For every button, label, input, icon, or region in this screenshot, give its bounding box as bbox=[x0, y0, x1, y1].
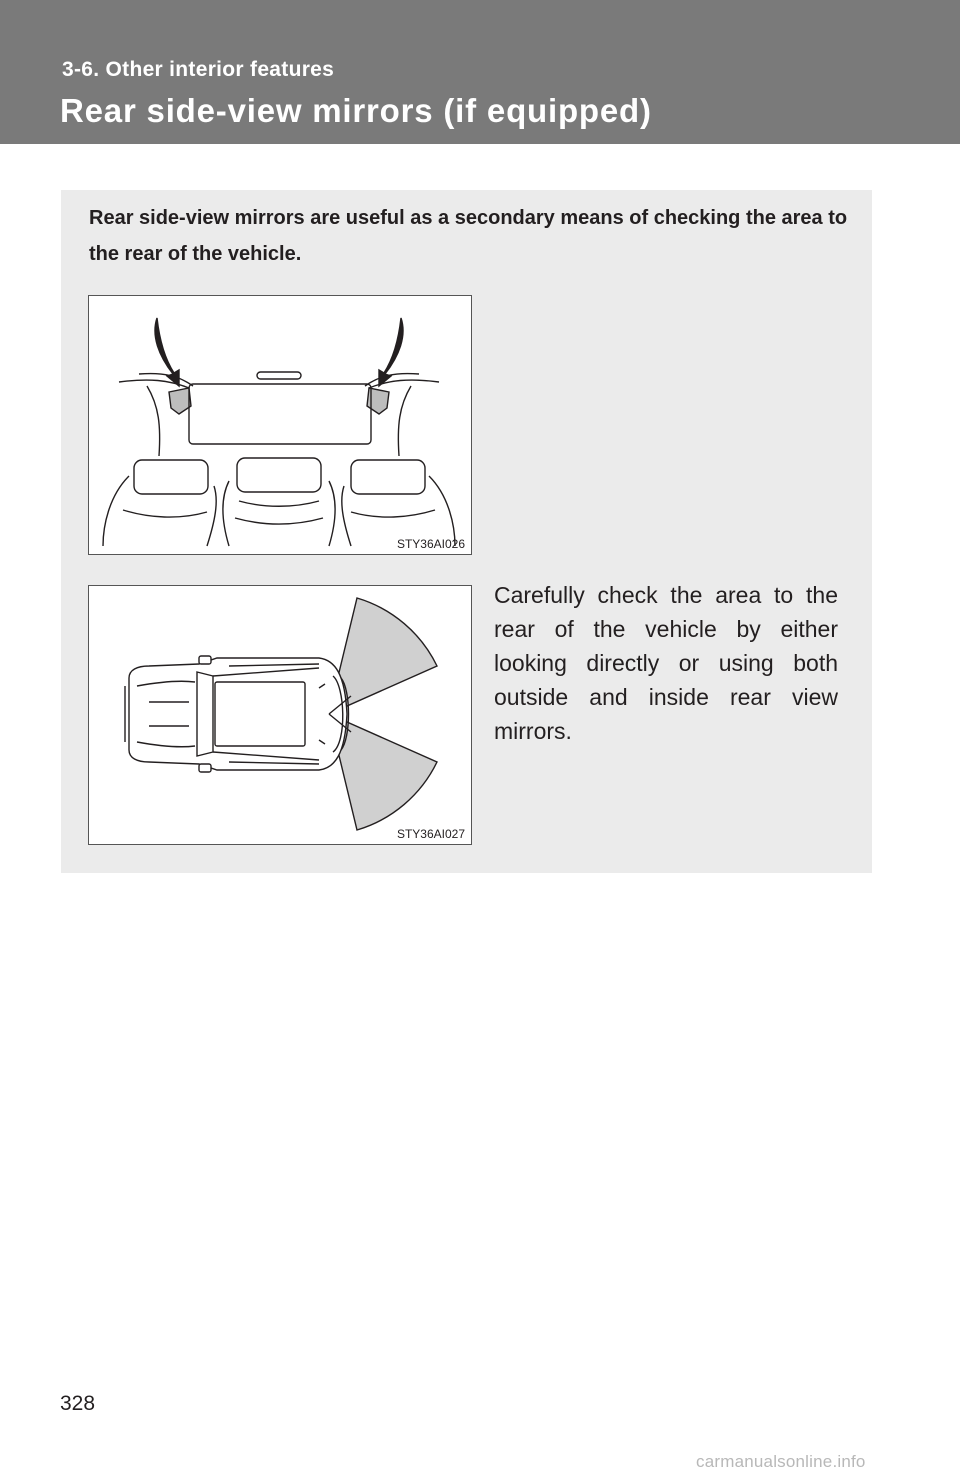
page-number: 328 bbox=[60, 1392, 96, 1415]
page-title: Rear side-view mirrors (if equipped) bbox=[60, 92, 652, 129]
intro-text: Rear side-view mirrors are useful as a secondary means of checking the area to the rear of the vehicle. bbox=[89, 207, 848, 265]
chapter-header bbox=[0, 0, 960, 144]
section-label: 3-6. Other interior features bbox=[62, 58, 335, 81]
figure-rear-mirrors bbox=[88, 295, 472, 555]
body-text: Carefully check the area to the rear of the vehicle by either looking directly or using both outside and inside rear view mirrors. bbox=[494, 582, 838, 744]
vehicle-top-view-illustration bbox=[89, 586, 471, 844]
figure-code: STY36AI026 bbox=[396, 537, 465, 551]
rear-seat-mirrors-illustration bbox=[89, 296, 471, 554]
figure-top-view bbox=[88, 585, 472, 845]
watermark-text: carmanualsonline.info bbox=[696, 1452, 866, 1471]
figure-code: STY36AI027 bbox=[396, 827, 465, 841]
